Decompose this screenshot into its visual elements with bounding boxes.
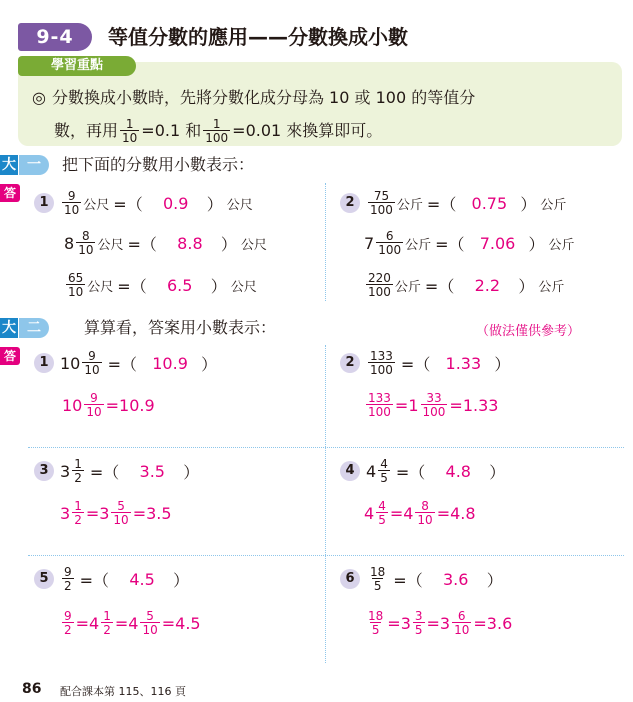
fraction	[62, 190, 81, 216]
fraction	[140, 610, 159, 636]
close-paren: ）	[206, 194, 223, 214]
key-text-2a: 數，再用	[54, 121, 119, 140]
question-2-item	[340, 350, 510, 376]
equals-open: =（	[400, 354, 431, 374]
row-divider	[28, 555, 624, 556]
answer-value: 7.06	[479, 233, 516, 253]
denominator: 5	[373, 579, 382, 593]
key-text-2c: =0.01 來換算即可。	[232, 121, 383, 140]
answer-tag-1: 答	[0, 184, 20, 202]
fraction	[368, 350, 395, 376]
denominator: 100	[368, 285, 391, 299]
denominator: 2	[103, 623, 111, 637]
answer-tag-2: 答	[0, 347, 20, 365]
solution-text: =3	[426, 613, 451, 633]
solution-text: =4.8	[436, 503, 476, 523]
denominator: 10	[78, 243, 94, 257]
equals-open: =（	[113, 194, 143, 214]
fraction	[111, 500, 130, 526]
close-paren: ）	[518, 276, 535, 296]
item-number: 1	[34, 193, 54, 213]
answer-value: 4.8	[445, 461, 471, 481]
solution-text: =1.33	[449, 395, 499, 415]
fraction	[366, 272, 393, 298]
numerator: 1	[212, 117, 221, 131]
denominator: 10	[122, 131, 138, 145]
solution-text: =3	[85, 503, 110, 523]
equals-open: =（	[117, 276, 147, 296]
answer-value: 6.5	[166, 275, 193, 295]
numerator: 9	[64, 565, 72, 579]
denominator: 5	[380, 471, 388, 485]
denominator: 10	[84, 363, 100, 377]
key-point-line-1	[32, 88, 475, 108]
fraction	[376, 230, 403, 256]
numerator: 3	[414, 609, 423, 623]
denominator: 100	[422, 405, 446, 419]
section-badge: 9-4	[18, 23, 92, 51]
equals-open: =（	[89, 462, 120, 482]
fraction	[452, 610, 471, 636]
solution-text: =3.5	[132, 503, 172, 523]
answer-value: 0.75	[471, 193, 508, 213]
denominator: 10	[86, 405, 102, 419]
unit-label: 公尺	[83, 197, 110, 213]
close-paren: ）	[494, 354, 511, 374]
numerator: 9	[67, 189, 76, 203]
fraction	[66, 272, 85, 298]
solution-text: =4	[114, 613, 139, 633]
fraction	[62, 610, 74, 636]
equals-open: =（	[393, 570, 423, 590]
denominator: 100	[378, 243, 402, 257]
column-divider	[325, 345, 326, 663]
question-1-item	[64, 230, 267, 256]
question-2-item	[34, 566, 189, 592]
denominator: 2	[74, 471, 82, 485]
fraction	[421, 392, 448, 418]
worked-solution	[62, 392, 155, 418]
close-paren: ）	[520, 194, 537, 214]
denominator: 2	[74, 513, 82, 527]
numerator: 1	[74, 457, 82, 471]
key-point-tag: 學習重點	[18, 56, 136, 76]
equals-open: =（	[435, 234, 465, 254]
answer-value: 0.9	[162, 193, 189, 213]
page-reference: 配合課本第 115、116 頁	[60, 685, 186, 698]
question-1-tag	[0, 155, 56, 175]
close-paren: ）	[210, 276, 227, 296]
unit-label: 公尺	[97, 237, 124, 253]
denominator: 2	[64, 579, 72, 593]
row-divider	[28, 447, 624, 448]
close-paren: ）	[528, 234, 545, 254]
question-1-item	[340, 190, 566, 216]
denominator: 100	[370, 363, 393, 377]
worked-solution	[364, 392, 498, 418]
equals-open: =（	[426, 194, 457, 214]
denominator: 10	[113, 513, 129, 527]
whole-number: 7	[364, 233, 375, 253]
question-2-item	[34, 350, 217, 376]
item-number: 6	[340, 569, 360, 589]
close-paren: ）	[220, 234, 237, 254]
fraction	[101, 610, 113, 636]
answer-value: 2.2	[474, 275, 501, 295]
fraction	[62, 566, 74, 592]
fraction	[72, 500, 84, 526]
close-paren: ）	[201, 354, 218, 374]
solution-text: =4	[389, 503, 414, 523]
solution-text: =3.6	[473, 613, 513, 633]
fraction	[368, 190, 395, 216]
key-text-1: 分數換成小數時，先將分數化成分母為 10 或 100 的等值分	[51, 88, 476, 107]
answer-value: 1.33	[445, 353, 482, 373]
question-1-item	[364, 272, 564, 298]
whole-number: 10	[60, 353, 81, 373]
answer-value: 10.9	[152, 353, 188, 373]
numerator: 4	[380, 457, 388, 471]
numerator: 8	[421, 499, 429, 513]
numerator: 33	[426, 391, 442, 405]
whole-number: 3	[60, 503, 71, 523]
item-number: 1	[34, 353, 54, 373]
numerator: 1	[103, 609, 111, 623]
unit-label: 公尺	[226, 197, 253, 213]
numerator: 9	[88, 349, 96, 363]
numerator: 6	[385, 229, 394, 243]
numerator: 133	[368, 391, 391, 405]
denominator: 10	[142, 623, 158, 637]
numerator: 8	[82, 229, 90, 243]
bullet-mark: ◎	[32, 88, 46, 107]
unit-label: 公尺	[230, 279, 257, 295]
whole-number: 3	[60, 461, 71, 481]
big-label: 大	[2, 157, 16, 173]
denominator: 5	[378, 513, 386, 527]
denominator: 10	[64, 203, 80, 217]
key-text-2b: =0.1 和	[141, 121, 202, 140]
numerator: 9	[64, 609, 72, 623]
section-title: 等值分數的應用——分數換成小數	[108, 25, 408, 49]
whole-number: 8	[64, 233, 75, 253]
fraction	[368, 566, 387, 592]
question-1-text: 把下面的分數用小數表示：	[62, 155, 255, 174]
fraction-one-tenth	[120, 118, 139, 144]
equals-open: =（	[424, 276, 455, 296]
numerator: 18	[370, 565, 386, 579]
question-1-item	[364, 230, 575, 256]
question-2-item	[340, 458, 505, 484]
fraction-one-hundredth	[203, 118, 230, 144]
unit-label: 公斤	[540, 197, 567, 213]
worked-solution	[60, 610, 201, 636]
unit-label: 公斤	[548, 237, 575, 253]
fraction	[376, 500, 388, 526]
page-number: 86	[22, 681, 42, 697]
close-paren: ）	[489, 462, 506, 482]
numerator: 133	[370, 349, 393, 363]
numerator: 5	[117, 499, 125, 513]
close-paren: ）	[486, 570, 503, 590]
numerator: 6	[457, 609, 466, 623]
question-2-item	[340, 566, 503, 592]
question-number: 一	[19, 155, 49, 175]
whole-number: 10	[62, 395, 83, 415]
whole-number: 4	[364, 503, 375, 523]
solution-text: =4.5	[161, 613, 201, 633]
column-divider	[325, 183, 326, 301]
fraction	[413, 610, 425, 636]
fraction	[72, 458, 84, 484]
denominator: 2	[64, 623, 72, 637]
answer-value: 3.5	[139, 461, 165, 481]
close-paren: ）	[173, 570, 190, 590]
fraction	[84, 392, 103, 418]
numerator: 220	[368, 271, 391, 285]
denominator: 100	[370, 203, 393, 217]
numerator: 4	[378, 499, 386, 513]
answer-value: 3.6	[442, 569, 469, 589]
fraction	[378, 458, 390, 484]
item-number: 2	[340, 353, 360, 373]
denominator: 10	[454, 623, 470, 637]
unit-label: 公斤	[394, 279, 421, 295]
denominator: 5	[414, 623, 423, 637]
answer-value: 4.5	[129, 569, 155, 589]
close-paren: ）	[183, 462, 200, 482]
unit-label: 公斤	[405, 237, 432, 253]
equals-open: =（	[79, 570, 110, 590]
question-2-item	[34, 458, 199, 484]
question-1-item	[34, 190, 253, 216]
question-1-item	[64, 272, 257, 298]
fraction	[366, 610, 385, 636]
denominator: 10	[417, 513, 433, 527]
solution-text: =10.9	[105, 395, 155, 415]
item-number: 3	[34, 461, 54, 481]
solution-text: =4	[75, 613, 100, 633]
numerator: 75	[373, 189, 390, 203]
fraction	[82, 350, 101, 376]
unit-label: 公斤	[538, 279, 565, 295]
question-2-tag	[0, 318, 56, 338]
denominator: 100	[368, 405, 391, 419]
worked-solution	[364, 500, 476, 526]
question-number: 二	[19, 318, 49, 338]
denominator: 5	[371, 623, 380, 637]
whole-number: 4	[366, 461, 377, 481]
equals-open: =（	[107, 354, 138, 374]
unit-label: 公尺	[240, 237, 267, 253]
equals-open: =（	[127, 234, 157, 254]
numerator: 1	[74, 499, 82, 513]
big-label: 大	[2, 320, 16, 336]
solution-text: =1	[394, 395, 419, 415]
worked-solution	[364, 610, 512, 636]
unit-label: 公尺	[87, 279, 114, 295]
numerator: 65	[68, 271, 84, 285]
fraction	[415, 500, 434, 526]
item-number: 4	[340, 461, 360, 481]
fraction	[366, 392, 393, 418]
question-2-text: 算算看，答案用小數表示：	[84, 318, 277, 337]
denominator: 10	[68, 285, 84, 299]
reference-note: （做法僅供參考）	[476, 324, 581, 339]
answer-value: 8.8	[177, 233, 203, 253]
item-number: 5	[34, 569, 54, 589]
unit-label: 公斤	[396, 197, 423, 213]
fraction	[76, 230, 95, 256]
numerator: 5	[146, 609, 154, 623]
worked-solution	[60, 500, 172, 526]
numerator: 9	[90, 391, 98, 405]
equals-open: =（	[395, 462, 426, 482]
solution-text: =3	[387, 613, 411, 633]
numerator: 18	[368, 609, 384, 623]
key-point-line-2	[54, 118, 382, 144]
item-number: 2	[340, 193, 360, 213]
numerator: 1	[125, 117, 134, 131]
denominator: 100	[205, 131, 229, 145]
